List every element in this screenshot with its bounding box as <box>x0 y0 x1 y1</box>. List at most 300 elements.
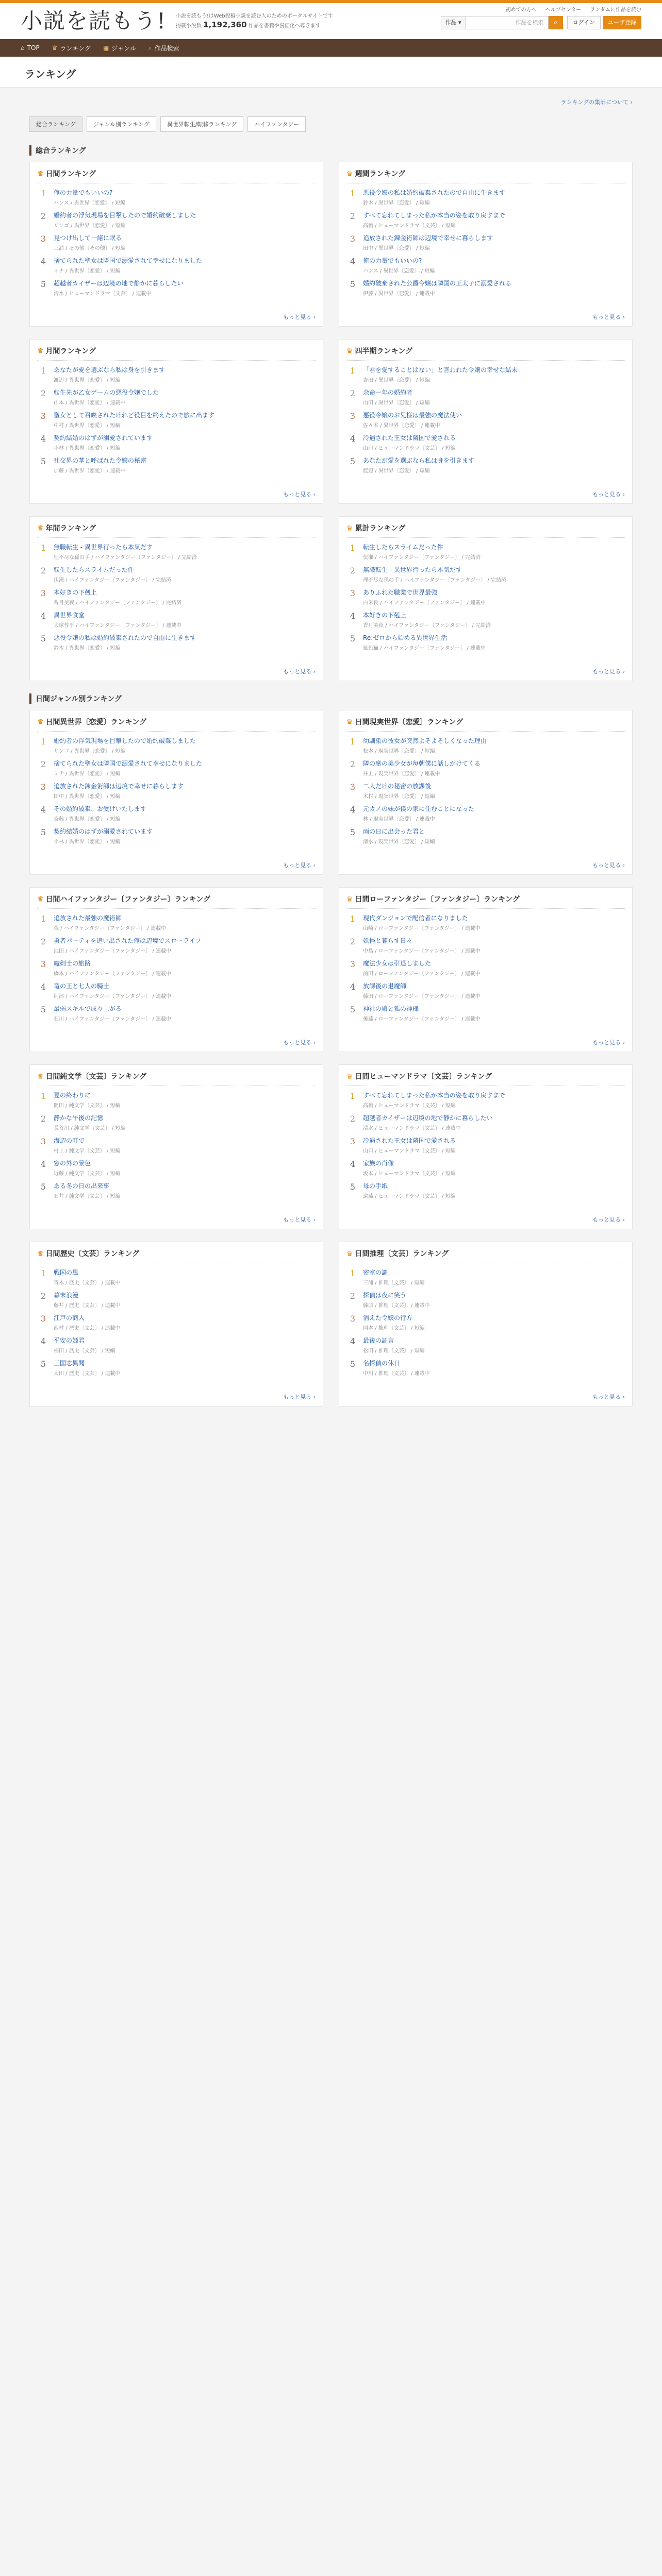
rank-number: 2 <box>40 566 46 575</box>
more-link[interactable]: もっと見る › <box>592 491 625 498</box>
ranking-card-title[interactable]: ♛ 日間歴史〔文芸〕ランキング <box>37 1248 316 1263</box>
ranking-item <box>346 366 625 383</box>
section-title: 日間ジャンル別ランキング <box>29 693 633 704</box>
header-link-help[interactable]: ヘルプセンター <box>545 7 582 13</box>
work-title-link[interactable]: 捨てられた聖女は隣国で溺愛されて幸せになりました <box>54 760 203 767</box>
work-meta: 高橋 / ヒューマンドラマ〔文芸〕 / 短編 <box>363 223 456 229</box>
ranking-item <box>37 782 316 800</box>
work-meta: リンゴ / 異世界〔恋愛〕 / 短編 <box>54 749 126 754</box>
work-meta: 小林 / 異世界〔恋愛〕 / 短編 <box>54 839 121 845</box>
section-title: 総合ランキング <box>29 145 633 156</box>
work-meta: 森 / ハイファンタジー〔ファンタジー〕 / 連載中 <box>54 926 166 931</box>
work-meta: 林 / 現実世界〔恋愛〕 / 連載中 <box>363 817 435 822</box>
work-title-link[interactable]: 雨の日に出会った君と <box>363 828 425 835</box>
ranking-card <box>29 710 323 875</box>
rank-number: 2 <box>40 388 46 398</box>
work-title-link[interactable]: 名探偵の休日 <box>363 1360 401 1367</box>
work-title-link[interactable]: 契約結婚のはずが溺愛されています <box>54 434 153 442</box>
rank-number: 1 <box>40 189 46 198</box>
work-title-link[interactable]: 聖女として召喚されたけれど役目を終えたので旅に出ます <box>54 412 215 419</box>
work-title-link[interactable]: 「君を愛することはない」と言われた令嬢の幸せな結末 <box>363 366 518 374</box>
rank-number: 4 <box>350 611 356 621</box>
crown-icon: ♛ <box>37 1073 44 1081</box>
ranking-card-title[interactable]: ♛ 日間ランキング <box>37 168 316 183</box>
ranking-item <box>346 588 625 606</box>
more-link[interactable]: もっと見る › <box>283 668 316 675</box>
tab-overall[interactable]: 総合ランキング <box>29 116 82 132</box>
rank-number: 1 <box>350 1091 356 1101</box>
main-nav <box>0 39 662 57</box>
work-title-link[interactable]: 現代ダンジョンで配信者になりました <box>363 914 468 922</box>
rank-number: 3 <box>350 1314 356 1324</box>
ranking-item <box>346 914 625 931</box>
work-title-link[interactable]: 幕末浪漫 <box>54 1292 79 1299</box>
work-title-link[interactable]: 異世界食堂 <box>54 612 85 619</box>
rank-number: 5 <box>350 634 356 643</box>
work-meta: 田中 / 異世界〔恋愛〕 / 短編 <box>363 246 430 251</box>
ranking-card <box>339 710 633 875</box>
ranking-item <box>346 1159 625 1177</box>
work-title-link[interactable]: 窓の外の景色 <box>54 1160 91 1167</box>
ranking-item <box>37 1268 316 1286</box>
ranking-item <box>37 257 316 274</box>
work-title-link[interactable]: 社交界の華と呼ばれた令嬢の秘密 <box>54 457 147 464</box>
ranking-item <box>346 759 625 777</box>
ranking-item <box>37 279 316 297</box>
rank-number: 1 <box>40 914 46 924</box>
ranking-card <box>29 1242 323 1406</box>
crown-icon: ♛ <box>37 718 44 726</box>
ranking-card <box>29 339 323 504</box>
work-meta: 三浦 / その他〔その他〕 / 短編 <box>54 246 126 251</box>
work-meta: 田中 / 異世界〔恋愛〕 / 短編 <box>54 794 121 800</box>
work-title-link[interactable]: 魔法少女は引退しました <box>363 960 432 967</box>
ranking-item <box>346 388 625 406</box>
work-title-link[interactable]: すべて忘れてしまった私が本当の姿を取り戻すまで <box>363 1092 505 1099</box>
ranking-item <box>37 588 316 606</box>
work-title-link[interactable]: 静かな午後の記憶 <box>54 1114 104 1122</box>
ranking-item <box>37 1114 316 1131</box>
ranking-item <box>37 456 316 474</box>
work-title-link[interactable]: 婚約者の浮気現場を目撃したので婚約破棄しました <box>54 737 196 744</box>
work-meta: 中村 / 異世界〔恋愛〕 / 短編 <box>54 423 121 429</box>
work-meta: 藤井 / 歴史〔文芸〕 / 連載中 <box>54 1303 121 1309</box>
ranking-item <box>346 279 625 297</box>
site-header <box>0 3 662 39</box>
work-title-link[interactable]: 悪役令嬢の私は婚約破棄されたので自由に生きます <box>363 189 506 196</box>
rank-number: 2 <box>350 566 356 575</box>
rank-number: 1 <box>40 543 46 553</box>
ranking-card-title[interactable]: ♛ 日間ハイファンタジー〔ファンタジー〕ランキング <box>37 894 316 909</box>
rank-number: 4 <box>40 1159 46 1169</box>
work-meta: 池田 / ハイファンタジー〔ファンタジー〕 / 連載中 <box>54 948 171 954</box>
rank-number: 2 <box>40 937 46 946</box>
work-meta: 山本 / 異世界〔恋愛〕 / 連載中 <box>54 400 126 406</box>
ranking-item <box>346 1091 625 1109</box>
ranking-item <box>37 189 316 206</box>
more-link[interactable]: もっと見る › <box>592 1039 625 1046</box>
ranking-card-title[interactable]: ♛ 日間推理〔文芸〕ランキング <box>346 1248 625 1263</box>
search-type-select[interactable]: 作品 ▾ <box>441 16 466 29</box>
rank-number: 4 <box>350 805 356 815</box>
work-title-link[interactable]: 超越者カイザーは辺境の地で静かに暮らしたい <box>54 280 184 287</box>
work-meta: ミナ / 異世界〔恋愛〕 / 短編 <box>54 268 121 274</box>
work-meta: 石川 / ハイファンタジー〔ファンタジー〕 / 連載中 <box>54 1016 171 1022</box>
work-title-link[interactable]: 魔剣士の旅路 <box>54 960 91 967</box>
work-meta: 清水 / ヒューマンドラマ〔文芸〕 / 連載中 <box>54 291 152 297</box>
rank-number: 2 <box>40 211 46 221</box>
ranking-item <box>346 543 625 561</box>
work-title-link[interactable]: あなたが愛を選ぶなら私は身を引きます <box>363 457 475 464</box>
login-button[interactable]: ログイン <box>567 16 601 29</box>
work-meta: 福田 / 歴史〔文芸〕 / 短編 <box>54 1348 115 1354</box>
crown-icon: ♛ <box>37 895 44 904</box>
ranking-help-link[interactable]: ランキングの集計について › <box>560 99 633 106</box>
work-title-link[interactable]: 妖怪と暮らす日々 <box>363 937 413 944</box>
rank-number: 2 <box>40 1291 46 1301</box>
tab-genre[interactable]: ジャンル別ランキング <box>87 116 156 132</box>
more-link[interactable]: もっと見る › <box>283 1039 316 1046</box>
grid-icon: ▦ <box>103 44 109 52</box>
rank-number: 3 <box>40 782 46 792</box>
work-title-link[interactable]: あなたが愛を選ぶなら私は身を引きます <box>54 366 166 374</box>
work-meta: 山崎 / ローファンタジー〔ファンタジー〕 / 連載中 <box>363 926 481 931</box>
work-title-link[interactable]: 二人だけの秘密の放課後 <box>363 783 432 790</box>
work-title-link[interactable]: 三国志異聞 <box>54 1360 85 1367</box>
search-button[interactable] <box>549 16 563 29</box>
rank-number: 3 <box>40 1137 46 1146</box>
rank-number: 4 <box>350 434 356 444</box>
work-title-link[interactable]: 放課後の退魔師 <box>363 982 407 990</box>
rank-number: 4 <box>40 257 46 266</box>
work-meta: 松田 / 推理〔文芸〕 / 短編 <box>363 1348 425 1354</box>
rank-number: 4 <box>350 1336 356 1346</box>
crown-icon: ♛ <box>52 44 58 52</box>
header-links <box>441 5 641 13</box>
ranking-card <box>339 339 633 504</box>
ranking-sections <box>29 145 633 1406</box>
rank-number: 3 <box>350 234 356 244</box>
work-title-link[interactable]: 母の手紙 <box>363 1182 388 1190</box>
more-link[interactable]: もっと見る › <box>592 668 625 675</box>
work-title-link[interactable]: 婚約破棄された公爵令嬢は隣国の王太子に溺愛される <box>363 280 512 287</box>
search-row <box>441 16 641 29</box>
ranking-item <box>37 1005 316 1022</box>
work-title-link[interactable]: 見つけ出して一緒に眠る <box>54 234 122 242</box>
rank-number: 1 <box>40 1091 46 1101</box>
ranking-tabs <box>29 111 633 142</box>
more-link[interactable]: もっと見る › <box>592 314 625 320</box>
work-title-link[interactable]: 悪役令嬢のお兄様は最強の魔法使い <box>363 412 462 419</box>
rank-number: 1 <box>350 1268 356 1278</box>
work-meta: 佐々木 / 異世界〔恋愛〕 / 連載中 <box>363 423 440 429</box>
work-title-link[interactable]: 無職転生 - 異世界行ったら本気だす <box>54 544 153 551</box>
rank-number: 5 <box>350 279 356 289</box>
work-meta: 中川 / 推理〔文芸〕 / 連載中 <box>363 1371 430 1377</box>
work-title-link[interactable]: 最弱スキルで成り上がる <box>54 1005 122 1012</box>
ranking-item <box>37 959 316 977</box>
rank-number: 4 <box>350 257 356 266</box>
work-meta: 鼠色猫 / ハイファンタジー〔ファンタジー〕 / 連載中 <box>363 646 486 651</box>
work-title-link[interactable]: ありふれた職業で世界最強 <box>363 589 438 596</box>
work-title-link[interactable]: 転生したらスライムだった件 <box>54 566 134 573</box>
rank-number: 3 <box>40 1314 46 1324</box>
ranking-item <box>37 805 316 822</box>
ranking-card <box>339 1242 633 1406</box>
work-meta: 三浦 / 推理〔文芸〕 / 短編 <box>363 1280 425 1286</box>
rank-number: 4 <box>40 434 46 444</box>
work-title-link[interactable]: Re:ゼロから始める異世界生活 <box>363 634 448 641</box>
work-meta: 橋本 / ハイファンタジー〔ファンタジー〕 / 連載中 <box>54 971 171 977</box>
rank-number: 5 <box>40 634 46 643</box>
ranking-item <box>37 1291 316 1309</box>
rank-number: 1 <box>350 189 356 198</box>
work-meta: 白米良 / ハイファンタジー〔ファンタジー〕 / 連載中 <box>363 600 486 606</box>
work-title-link[interactable]: すべて忘れてしまった私が本当の姿を取り戻すまで <box>363 212 505 219</box>
crown-icon: ♛ <box>346 895 353 904</box>
ranking-item <box>37 827 316 845</box>
rank-number: 4 <box>350 1159 356 1169</box>
more-link[interactable]: もっと見る › <box>283 862 316 869</box>
tab-isekai[interactable]: 異世界転生/転移ランキング <box>160 116 243 132</box>
ranking-item <box>346 959 625 977</box>
ranking-item <box>346 1291 625 1309</box>
ranking-item <box>346 1359 625 1377</box>
work-meta: 鈴木 / 異世界〔恋愛〕 / 短編 <box>54 646 121 651</box>
ranking-item <box>37 434 316 451</box>
nav-item-top[interactable]: ⌂ TOP <box>21 44 40 52</box>
ranking-item <box>346 411 625 429</box>
rank-number: 4 <box>40 982 46 992</box>
ranking-card-title[interactable]: ♛ 週間ランキング <box>346 168 625 183</box>
work-title-link[interactable]: 神社の娘と狐の神様 <box>363 1005 419 1012</box>
work-title-link[interactable]: 江戸の商人 <box>54 1314 85 1321</box>
ranking-item <box>37 388 316 406</box>
ranking-card-title[interactable]: ♛ 累計ランキング <box>346 523 625 538</box>
more-link[interactable]: もっと見る › <box>283 314 316 320</box>
ranking-card-title[interactable]: ♛ 日間現実世界〔恋愛〕ランキング <box>346 717 625 732</box>
rank-number: 2 <box>40 1114 46 1124</box>
work-meta: 山田 / 異世界〔恋愛〕 / 短編 <box>363 400 430 406</box>
work-title-link[interactable]: 勇者パーティを追い出された俺は辺境でスローライフ <box>54 937 202 944</box>
work-title-link[interactable]: 転生したらスライムだった件 <box>363 544 443 551</box>
ranking-grid <box>29 710 633 1406</box>
rank-number: 3 <box>350 782 356 792</box>
ranking-item <box>37 1182 316 1199</box>
work-title-link[interactable]: 元カノの妹が僕の家に住むことになった <box>363 805 475 812</box>
ranking-item <box>346 1314 625 1331</box>
ranking-card <box>339 516 633 681</box>
work-title-link[interactable]: 契約結婚のはずが溺愛されています <box>54 828 153 835</box>
ranking-item <box>346 1182 625 1199</box>
rank-number: 5 <box>40 1359 46 1369</box>
home-icon: ⌂ <box>21 44 25 52</box>
search-input[interactable]: 作品を検索 <box>466 16 549 29</box>
work-meta: 斎藤 / 異世界〔恋愛〕 / 短編 <box>54 817 121 822</box>
ranking-item <box>346 456 625 474</box>
rank-number: 5 <box>350 827 356 837</box>
site-tagline: 小説を読もう!はWeb投稿小説を読む人のためのポータルサイトです 掲載小説数 1,192,360 作品を書籍や漫画化へ導きます <box>175 13 334 29</box>
more-link[interactable]: もっと見る › <box>592 1394 625 1400</box>
work-meta: 鈴木 / 異世界〔恋愛〕 / 短編 <box>363 200 430 206</box>
more-link[interactable]: もっと見る › <box>283 1216 316 1223</box>
ranking-item <box>37 234 316 251</box>
work-meta: リンゴ / 異世界〔恋愛〕 / 短編 <box>54 223 126 229</box>
work-title-link[interactable]: 消えた令嬢の行方 <box>363 1314 413 1321</box>
rank-number: 3 <box>350 411 356 421</box>
ranking-item <box>346 1005 625 1022</box>
rank-number: 4 <box>40 1336 46 1346</box>
work-title-link[interactable]: 無職転生 - 異世界行ったら本気だす <box>363 566 462 573</box>
ranking-item <box>346 611 625 629</box>
ranking-item <box>346 1336 625 1354</box>
work-title-link[interactable]: 本好きの下剋上 <box>54 589 97 596</box>
site-logo[interactable]: 小説を読もう! <box>21 8 167 33</box>
more-link[interactable]: もっと見る › <box>592 862 625 869</box>
ranking-card <box>339 1064 633 1229</box>
work-title-link[interactable]: 追放された錬金術師は辺境で幸せに暮らします <box>363 234 493 242</box>
nav-item-search[interactable]: ⌕ 作品検索 <box>148 44 179 52</box>
ranking-item <box>346 1268 625 1286</box>
tab-high-fantasy[interactable]: ハイファンタジー <box>247 116 306 132</box>
nav-item-ranking[interactable]: ♛ ランキング <box>52 44 91 52</box>
more-link[interactable]: もっと見る › <box>283 491 316 498</box>
ranking-item <box>37 1091 316 1109</box>
crown-icon: ♛ <box>37 524 44 533</box>
ranking-item <box>346 1114 625 1131</box>
work-meta: 伊藤 / 異世界〔恋愛〕 / 連載中 <box>363 291 435 297</box>
work-title-link[interactable]: 俺の力量でもいいの? <box>54 189 113 196</box>
work-meta: ミナ / 異世界〔恋愛〕 / 短編 <box>54 771 121 777</box>
work-title-link[interactable]: 幼馴染の彼女が突然よそよそしくなった理由 <box>363 737 487 744</box>
ranking-item <box>346 827 625 845</box>
ranking-item <box>37 543 316 561</box>
ranking-item <box>37 411 316 429</box>
rank-number: 5 <box>40 1182 46 1192</box>
page-title: ランキング <box>0 57 662 88</box>
work-title-link[interactable]: 追放された最強の魔術師 <box>54 914 122 922</box>
ranking-item <box>346 1137 625 1154</box>
ranking-item <box>37 737 316 754</box>
ranking-card-title[interactable]: ♛ 月間ランキング <box>37 346 316 361</box>
rank-number: 3 <box>350 588 356 598</box>
work-meta: 加藤 / 異世界〔恋愛〕 / 連載中 <box>54 468 126 474</box>
work-title-link[interactable]: 竜の王と七人の騎士 <box>54 982 110 990</box>
ranking-item <box>37 366 316 383</box>
work-meta: ハンス / 異世界〔恋愛〕 / 短編 <box>54 200 126 206</box>
more-link[interactable]: もっと見る › <box>592 1216 625 1223</box>
work-meta: 岡田 / 純文学〔文芸〕 / 短編 <box>54 1103 121 1109</box>
ranking-card-title[interactable]: ♛ 年間ランキング <box>37 523 316 538</box>
work-title-link[interactable]: ある冬の日の出来事 <box>54 1182 110 1190</box>
work-title-link[interactable]: 悪役令嬢の私は婚約破棄されたので自由に生きます <box>54 634 196 641</box>
work-title-link[interactable]: 婚約者の浮気現場を目撃したので婚約破棄しました <box>54 212 196 219</box>
ranking-item <box>37 1314 316 1331</box>
work-meta: 山口 / ヒューマンドラマ〔文芸〕 / 短編 <box>363 446 456 451</box>
ranking-card-title[interactable]: ♛ 日間ヒューマンドラマ〔文芸〕ランキング <box>346 1071 625 1086</box>
header-link-beginner[interactable]: 初めての方へ <box>505 7 537 13</box>
work-meta: 長谷川 / 純文学〔文芸〕 / 短編 <box>54 1126 126 1131</box>
ranking-card-title[interactable]: ♛ 日間異世界〔恋愛〕ランキング <box>37 717 316 732</box>
crown-icon: ♛ <box>346 1073 353 1081</box>
crown-icon: ♛ <box>346 170 353 178</box>
work-meta: 渡辺 / 異世界〔恋愛〕 / 短編 <box>54 378 121 383</box>
user-register-button[interactable]: ユーザ登録 <box>603 16 641 29</box>
more-link[interactable]: もっと見る › <box>283 1394 316 1400</box>
ranking-card-title[interactable]: ♛ 日間ローファンタジー〔ファンタジー〕ランキング <box>346 894 625 909</box>
work-meta: 理不尽な孫の手 / ハイファンタジー〔ファンタジー〕 / 完結済 <box>363 578 506 583</box>
rank-number: 1 <box>350 737 356 747</box>
work-title-link[interactable]: 超越者カイザーは辺境の地で静かに暮らしたい <box>363 1114 493 1122</box>
work-title-link[interactable]: その婚約破棄、お受けいたします <box>54 805 147 812</box>
work-title-link[interactable]: 冷遇された王女は隣国で愛される <box>363 1137 456 1144</box>
rank-number: 5 <box>350 1182 356 1192</box>
rank-number: 2 <box>350 1291 356 1301</box>
ranking-item <box>346 434 625 451</box>
work-title-link[interactable]: 本好きの下剋上 <box>363 612 407 619</box>
rank-number: 2 <box>350 759 356 769</box>
work-meta: 前田 / ローファンタジー〔ファンタジー〕 / 連載中 <box>363 971 481 977</box>
work-meta: 太田 / 歴史〔文芸〕 / 連載中 <box>54 1371 121 1377</box>
ranking-item <box>346 782 625 800</box>
work-title-link[interactable]: 隣の席の美少女が毎朝僕に話しかけてくる <box>363 760 481 767</box>
rank-number: 1 <box>40 1268 46 1278</box>
work-title-link[interactable]: 余命一年の婚約者 <box>363 389 413 396</box>
ranking-item <box>37 634 316 651</box>
work-title-link[interactable]: 夏の終わりに <box>54 1092 91 1099</box>
work-title-link[interactable]: 最後の証言 <box>363 1337 394 1344</box>
work-title-link[interactable]: 海辺の町で <box>54 1137 85 1144</box>
search-icon: ⌕ <box>553 19 558 26</box>
work-title-link[interactable]: 捨てられた聖女は隣国で溺愛されて幸せになりました <box>54 257 203 264</box>
ranking-card-title[interactable]: ♛ 日間純文学〔文芸〕ランキング <box>37 1071 316 1086</box>
work-meta: 山口 / ヒューマンドラマ〔文芸〕 / 短編 <box>363 1148 456 1154</box>
rank-number: 3 <box>40 411 46 421</box>
crown-icon: ♛ <box>37 347 44 355</box>
crown-icon: ♛ <box>346 524 353 533</box>
work-title-link[interactable]: 密室の謎 <box>363 1269 388 1276</box>
work-title-link[interactable]: 俺の力量でもいいの? <box>363 257 422 264</box>
ranking-item <box>346 937 625 954</box>
rank-number: 5 <box>40 1005 46 1014</box>
ranking-item <box>346 737 625 754</box>
nav-item-genre[interactable]: ▦ ジャンル <box>103 44 136 52</box>
ranking-item <box>37 1359 316 1377</box>
rank-number: 1 <box>40 737 46 747</box>
work-title-link[interactable]: 転生先が乙女ゲームの悪役令嬢でした <box>54 389 159 396</box>
work-title-link[interactable]: 冷遇された王女は隣国で愛される <box>363 434 456 442</box>
work-title-link[interactable]: 戦国の風 <box>54 1269 79 1276</box>
rank-number: 5 <box>350 1359 356 1369</box>
rank-number: 5 <box>40 456 46 466</box>
work-title-link[interactable]: 探偵は夜に笑う <box>363 1292 407 1299</box>
rank-number: 3 <box>40 588 46 598</box>
work-title-link[interactable]: 平安の姫君 <box>54 1337 85 1344</box>
rank-number: 4 <box>40 805 46 815</box>
rank-number: 2 <box>350 937 356 946</box>
ranking-item <box>37 1336 316 1354</box>
ranking-item <box>346 234 625 251</box>
ranking-item <box>37 914 316 931</box>
work-meta: 坂本 / ヒューマンドラマ〔文芸〕 / 短編 <box>363 1171 456 1177</box>
crown-icon: ♛ <box>346 347 353 355</box>
header-link-random[interactable]: ランダムに作品を読む <box>590 7 641 13</box>
work-title-link[interactable]: 家族の肖像 <box>363 1160 394 1167</box>
work-meta: 後藤 / ローファンタジー〔ファンタジー〕 / 連載中 <box>363 1016 481 1022</box>
rank-number: 2 <box>350 1114 356 1124</box>
work-title-link[interactable]: 追放された錬金術師は辺境で幸せに暮らします <box>54 783 184 790</box>
ranking-card-title[interactable]: ♛ 四半期ランキング <box>346 346 625 361</box>
